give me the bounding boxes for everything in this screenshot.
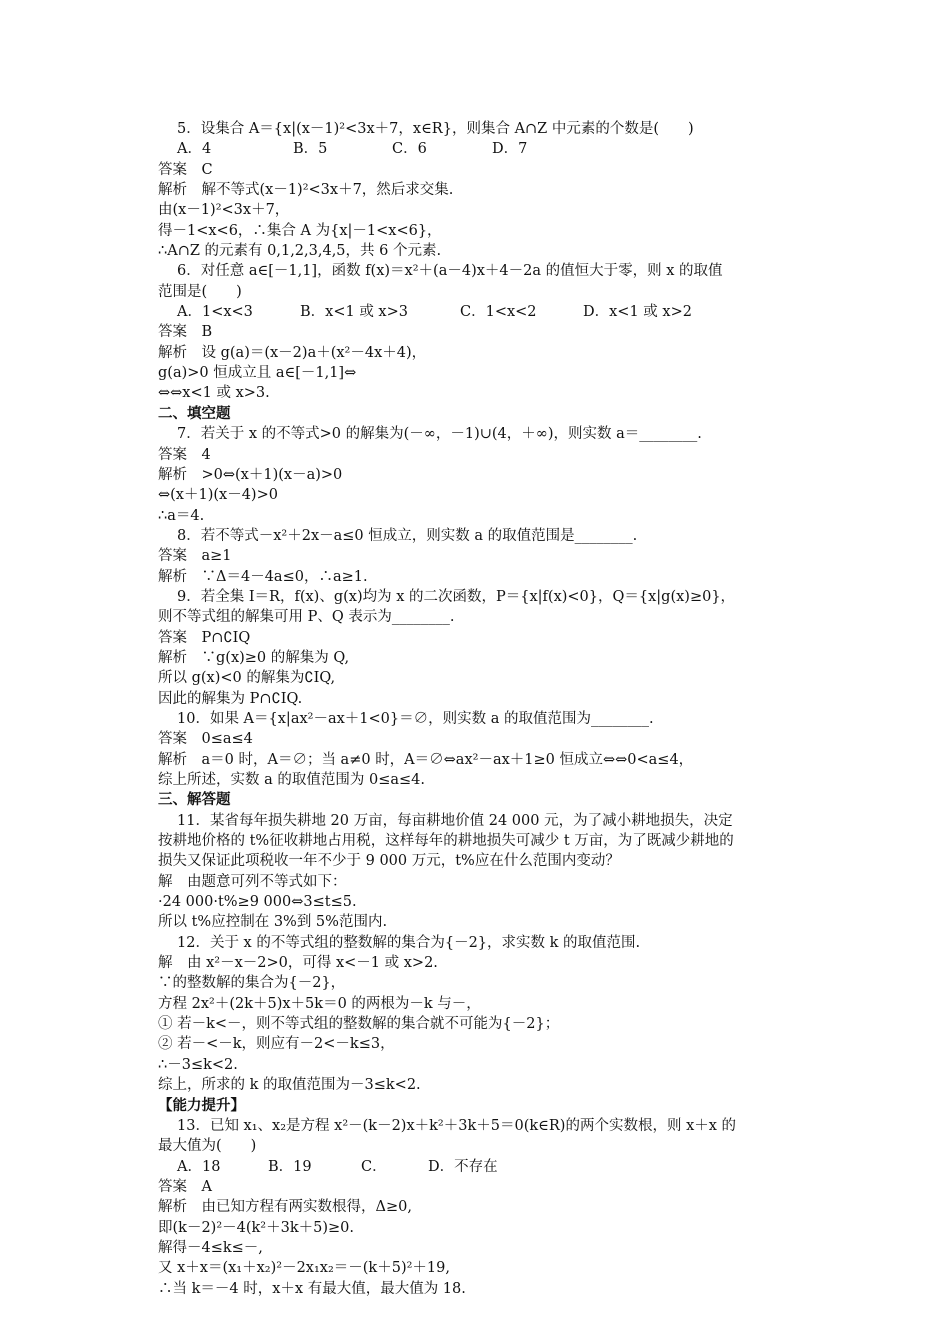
answer-option: D．x<1 或 x>2: [583, 304, 692, 321]
text-line-content: 解析 由已知方程有两实数根得，Δ≥0,: [158, 1199, 412, 1216]
text-line: [0, 607, 950, 627]
text-line: [0, 343, 950, 363]
text-line: [0, 322, 950, 342]
section-heading: 【能力提升】: [158, 1096, 245, 1114]
text-line: [0, 180, 950, 200]
text-line-content: ① 若－k<－，则不等式组的整数解的集合就不可能为{－2}；: [158, 1016, 560, 1033]
text-line-content: 11．某省每年损失耕地 20 万亩，每亩耕地价值 24 000 元，为了减小耕地损失，决定: [177, 812, 733, 829]
text-line-content: 解析 解不等式(x－1)²<3x＋7，然后求交集.: [158, 182, 454, 199]
document-body: [0, 119, 950, 1299]
text-line: [0, 160, 950, 180]
text-line-content: 由(x－1)²<3x＋7，: [158, 202, 290, 219]
text-line: [0, 953, 950, 973]
text-line-content: 解得－4≤k≤－,: [158, 1239, 263, 1256]
text-line: [0, 1258, 950, 1278]
text-line-content: 方程 2x²＋(2k＋5)x＋5k＝0 的两根为－k 与－，: [158, 995, 481, 1012]
text-line: [0, 200, 950, 220]
text-line: [0, 994, 950, 1014]
text-line-content: 7．若关于 x 的不等式>0 的解集为(－∞，－1)∪(4，＋∞)，则实数 a＝________.: [177, 426, 702, 443]
answer-option: D．不存在: [428, 1158, 498, 1175]
text-line: [0, 709, 950, 729]
text-line-content: 范围是( ): [158, 283, 242, 300]
text-line: [0, 1177, 950, 1197]
text-line-content: 解 由 x²－x－2>0，可得 x<－1 或 x>2.: [158, 955, 438, 972]
text-line: [0, 831, 950, 851]
text-line: [0, 648, 950, 668]
text-line-content: 因此的解集为 P∩∁IQ.: [158, 690, 303, 707]
text-line: [0, 933, 950, 953]
text-line-content: 答案 P∩∁IQ: [158, 629, 251, 646]
section-heading: 三、解答题: [158, 791, 231, 809]
text-line: [0, 1075, 950, 1095]
text-line-content: ∵的整数解的集合为{－2}，: [158, 975, 346, 992]
text-line-content: 所以 t%应控制在 3%到 5%范围内.: [158, 914, 388, 931]
text-line: [0, 241, 950, 261]
text-line: [0, 424, 950, 444]
text-line-content: 答案 C: [158, 161, 213, 178]
text-line-content: 10．如果 A＝{x|ax²－ax＋1<0}＝∅，则实数 a 的取值范围为________.: [177, 710, 654, 727]
text-line: [0, 261, 950, 281]
text-line-content: 综上，所求的 k 的取值范围为－3≤k<2.: [158, 1077, 421, 1094]
text-line: [0, 770, 950, 790]
text-line: [0, 383, 950, 403]
text-line: [0, 1096, 950, 1116]
text-line-content: ∴当 k＝－4 时，x＋x 有最大值，最大值为 18.: [158, 1280, 466, 1297]
text-line-content: 8．若不等式－x²＋2x－a≤0 恒成立，则实数 a 的取值范围是________.: [177, 527, 638, 544]
answer-option: C．6: [392, 141, 427, 158]
answer-option: A．1<x<3: [177, 304, 253, 321]
text-line: [0, 668, 950, 688]
text-line: [0, 811, 950, 831]
text-line-content: 综上所述，实数 a 的取值范围为 0≤a≤4.: [158, 772, 425, 788]
text-line-content: 13．已知 x₁、x₂是方程 x²－(k－2)x＋k²＋3k＋5＝0(k∈R)的两个实数根，则 x＋x 的: [177, 1117, 737, 1134]
text-line-content: 12．关于 x 的不等式组的整数解的集合为{－2}，求实数 k 的取值范围.: [177, 934, 641, 951]
answer-option: A．4: [177, 141, 212, 158]
text-line-content: 损失又保证此项税收一年不少于 9 000 万元，t%应在什么范围内变动？: [158, 853, 620, 870]
text-line-content: 解析 >0⇔(x＋1)(x－a)>0: [158, 466, 343, 483]
text-line: [0, 1014, 950, 1034]
text-line-content: 解析 设 g(a)＝(x－2)a＋(x²－4x＋4)，: [158, 344, 427, 361]
text-line-content: 答案 a≥1: [158, 548, 232, 565]
text-line-content: 即(k－2)²－4(k²＋3k＋5)≥0.: [158, 1219, 354, 1236]
text-line: [0, 628, 950, 648]
answer-option: C．: [361, 1158, 387, 1175]
text-line-content: 答案 B: [158, 324, 213, 341]
text-line-content: ② 若－<－k，则应有－2<－k≤3，: [158, 1036, 395, 1053]
text-line-content: 得－1<x<6，∴集合 A 为{x|－1<x<6}，: [158, 222, 442, 239]
text-line-content: ·24 000·t%≥9 000⇔3≤t≤5.: [158, 894, 357, 911]
text-line-content: 解析 ∵Δ＝4－4a≤0，∴a≥1.: [158, 568, 368, 585]
answer-option: D．7: [492, 141, 528, 158]
text-line-content: 6．对任意 a∈[－1,1]，函数 f(x)＝x²＋(a－4)x＋4－2a 的值恒大于零，则 x 的取值: [177, 263, 723, 280]
text-line-content: 所以 g(x)<0 的解集为∁IQ,: [158, 670, 336, 687]
text-line: [0, 912, 950, 932]
section-heading: 二、填空题: [158, 404, 231, 422]
text-line-content: 又 x＋x＝(x₁＋x₂)²－2x₁x₂＝－(k＋5)²＋19,: [158, 1260, 450, 1277]
text-line: [0, 526, 950, 546]
text-line: [0, 363, 950, 383]
text-line-content: ∴A∩Z 的元素有 0,1,2,3,4,5，共 6 个元素.: [158, 243, 442, 260]
text-line-content: 按耕地价格的 t%征收耕地占用税，这样每年的耕地损失可减少 t 万亩，为了既减少耕地的: [158, 833, 734, 850]
answer-option: B．x<1 或 x>3: [300, 304, 408, 321]
answer-option: C．1<x<2: [460, 304, 537, 321]
text-line-content: ∴a＝4.: [158, 507, 205, 524]
text-line: [0, 404, 950, 424]
text-line: [0, 790, 950, 810]
text-line-content: 答案 0≤a≤4: [158, 731, 253, 748]
text-line: [0, 872, 950, 892]
text-line: [0, 1136, 950, 1156]
text-line: [0, 445, 950, 465]
text-line: [0, 221, 950, 241]
text-line: [0, 1218, 950, 1238]
text-line-content: 5．设集合 A＝{x|(x－1)²<3x＋7，x∈R}，则集合 A∩Z 中元素的个数是( ): [177, 121, 694, 137]
text-line-content: 答案 A: [158, 1178, 212, 1195]
answer-option: B．19: [268, 1158, 312, 1175]
answer-option: B．5: [293, 141, 328, 158]
text-line: [0, 750, 950, 770]
text-line-content: 9．若全集 I＝R，f(x)、g(x)均为 x 的二次函数，P＝{x|f(x)<0}，Q＝{x|g(x)≥0}，: [177, 588, 736, 605]
text-line: [0, 1157, 950, 1177]
answer-option: A．18: [177, 1158, 221, 1175]
text-line: [0, 465, 950, 485]
text-line: [0, 851, 950, 871]
text-line: [0, 567, 950, 587]
text-line-content: g(a)>0 恒成立且 a∈[－1,1]⇔: [158, 365, 357, 382]
text-line-content: ∴－3≤k<2.: [158, 1056, 238, 1073]
text-line-content: 解析 ∵g(x)≥0 的解集为 Q,: [158, 649, 350, 666]
text-line-content: 则不等式组的解集可用 P、Q 表示为________.: [158, 609, 455, 626]
text-line: [0, 485, 950, 505]
text-line-content: 最大值为( ): [158, 1138, 257, 1155]
text-line-content: 解 由题意可列不等式如下：: [158, 873, 347, 890]
text-line: [0, 546, 950, 566]
text-line-content: 解析 a＝0 时，A＝∅；当 a≠0 时，A＝∅⇔ax²－ax＋1≥0 恒成立⇔⇔0<a≤4，: [158, 751, 694, 768]
text-line: [0, 729, 950, 749]
text-line: [0, 689, 950, 709]
text-line: [0, 139, 950, 159]
text-line: [0, 1238, 950, 1258]
text-line: [0, 892, 950, 912]
text-line: [0, 119, 950, 139]
text-line: [0, 1197, 950, 1217]
text-line: [0, 1279, 950, 1299]
text-line: [0, 302, 950, 322]
text-line-content: 答案 4: [158, 446, 211, 463]
text-line: [0, 587, 950, 607]
text-line: [0, 1055, 950, 1075]
text-line-content: ⇔(x＋1)(x－4)>0: [158, 487, 278, 504]
text-line: [0, 282, 950, 302]
text-line-content: ⇔⇔x<1 或 x>3.: [158, 385, 270, 402]
text-line: [0, 1034, 950, 1054]
text-line: [0, 1116, 950, 1136]
text-line: [0, 506, 950, 526]
text-line: [0, 973, 950, 993]
